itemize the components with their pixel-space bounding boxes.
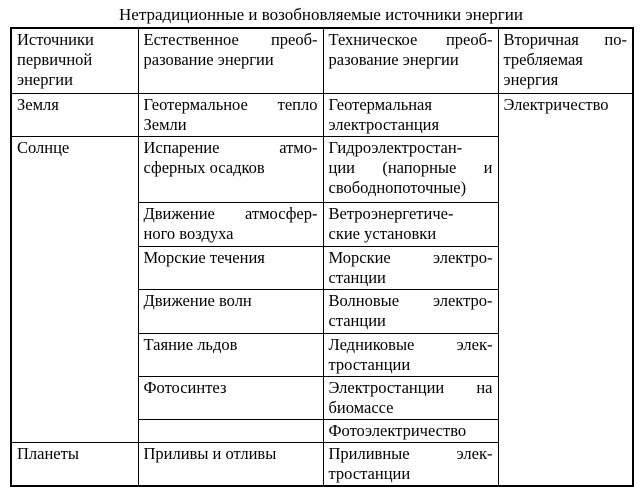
page-title: Нетрадиционные и возобновляемые источники энергии <box>119 5 523 24</box>
cell-natural-empty <box>138 419 323 442</box>
cell-technical-hydro-plants: Гидроэлектростан- ции (напорные и свободнопоточные) <box>323 136 498 202</box>
cell-natural-geothermal-heat: Геотермальное тепло Земли <box>138 93 323 136</box>
header-secondary-energy: Вторичная по- требляемая энергия <box>498 28 633 93</box>
energy-sources-table <box>10 27 634 487</box>
table-row <box>11 93 633 136</box>
cell-technical-wind-units: Ветроэнергетиче- ские установки <box>323 202 498 246</box>
cell-technical-geothermal-plant: Геотермальная электростанция <box>323 93 498 136</box>
cell-technical-photovoltaic: Фотоэлектричество <box>323 419 498 442</box>
cell-natural-sea-currents: Морские течения <box>138 246 323 289</box>
cell-technical-wave-plants: Волновые электро- станции <box>323 289 498 333</box>
cell-technical-biomass-plants: Электростанции на биомассе <box>323 376 498 419</box>
cell-technical-glacier-plants: Ледниковые элек- тростанции <box>323 333 498 376</box>
cell-source-sun: Солнце <box>11 136 138 442</box>
cell-technical-marine-plants: Морские электро- станции <box>323 246 498 289</box>
cell-secondary-electricity: Электричество <box>498 93 633 486</box>
cell-natural-air-movement: Движение атмосфер- ного воздуха <box>138 202 323 246</box>
cell-natural-evaporation: Испарение атмо- сферных осадков <box>138 136 323 202</box>
cell-natural-wave-motion: Движение волн <box>138 289 323 333</box>
header-primary-energy-sources: Источники первичной энергии <box>11 28 138 93</box>
header-natural-conversion: Естественное преоб- разование энергии <box>138 28 323 93</box>
cell-natural-tides: Приливы и отливы <box>138 442 323 486</box>
cell-source-earth: Земля <box>11 93 138 136</box>
header-technical-conversion: Техническое преоб- разование энергии <box>323 28 498 93</box>
cell-source-planets: Планеты <box>11 442 138 486</box>
table-header-row <box>11 28 633 93</box>
cell-technical-tidal-plants: Приливные элек- тростанции <box>323 442 498 486</box>
cell-natural-ice-melting: Таяние льдов <box>138 333 323 376</box>
cell-natural-photosynthesis: Фотосинтез <box>138 376 323 419</box>
